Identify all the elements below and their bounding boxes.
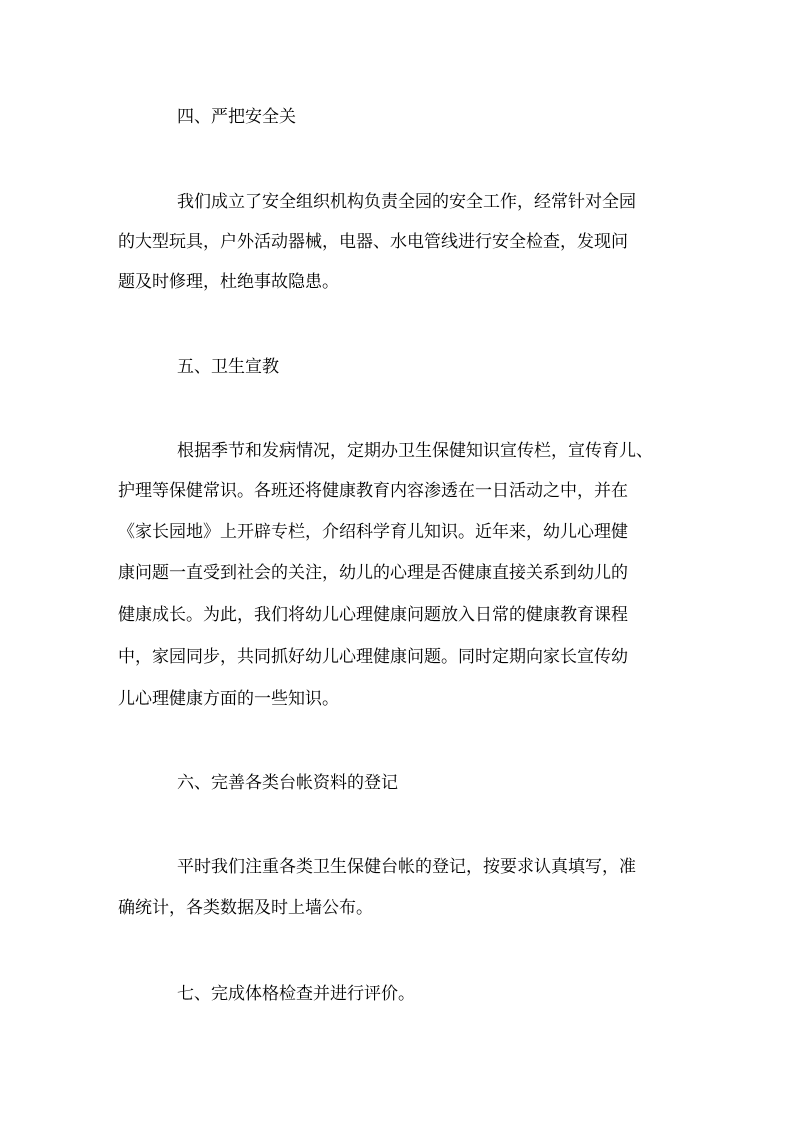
section-6-line-2: 确统计，各类数据及时上墙公布。 <box>118 898 373 918</box>
section-5-line-1: 根据季节和发病情况，定期办卫生保健知识宣传栏，宣传育儿、 <box>177 441 653 461</box>
section-5-line-4: 康问题一直受到社会的关注，幼儿的心理是否健康直接关系到幼儿的 <box>118 563 628 583</box>
section-5-line-7: 儿心理健康方面的一些知识。 <box>118 689 339 709</box>
section-heading-4: 四、严把安全关 <box>177 107 296 127</box>
section-heading-6: 六、完善各类台帐资料的登记 <box>177 773 398 793</box>
section-4-line-2: 的大型玩具，户外活动器械，电器、水电管线进行安全检查，发现问 <box>118 232 628 252</box>
section-5-line-3: 《家长园地》上开辟专栏，介绍科学育儿知识。近年来，幼儿心理健 <box>118 522 628 542</box>
section-5-line-6: 中，家园同步，共同抓好幼儿心理健康问题。同时定期向家长宣传幼 <box>118 647 628 667</box>
section-5-line-5: 健康成长。为此，我们将幼儿心理健康问题放入日常的健康教育课程 <box>118 605 628 625</box>
section-6-line-1: 平时我们注重各类卫生保健台帐的登记，按要求认真填写，准 <box>177 857 636 877</box>
section-5-line-2: 护理等保健常识。各班还将健康教育内容渗透在一日活动之中，并在 <box>118 481 628 501</box>
section-heading-7: 七、完成体格检查并进行评价。 <box>177 984 415 1004</box>
section-4-line-1: 我们成立了安全组织机构负责全园的安全工作，经常针对全园 <box>177 192 636 212</box>
section-heading-5: 五、卫生宣教 <box>177 357 279 377</box>
section-4-line-3: 题及时修理，杜绝事故隐患。 <box>118 272 339 292</box>
